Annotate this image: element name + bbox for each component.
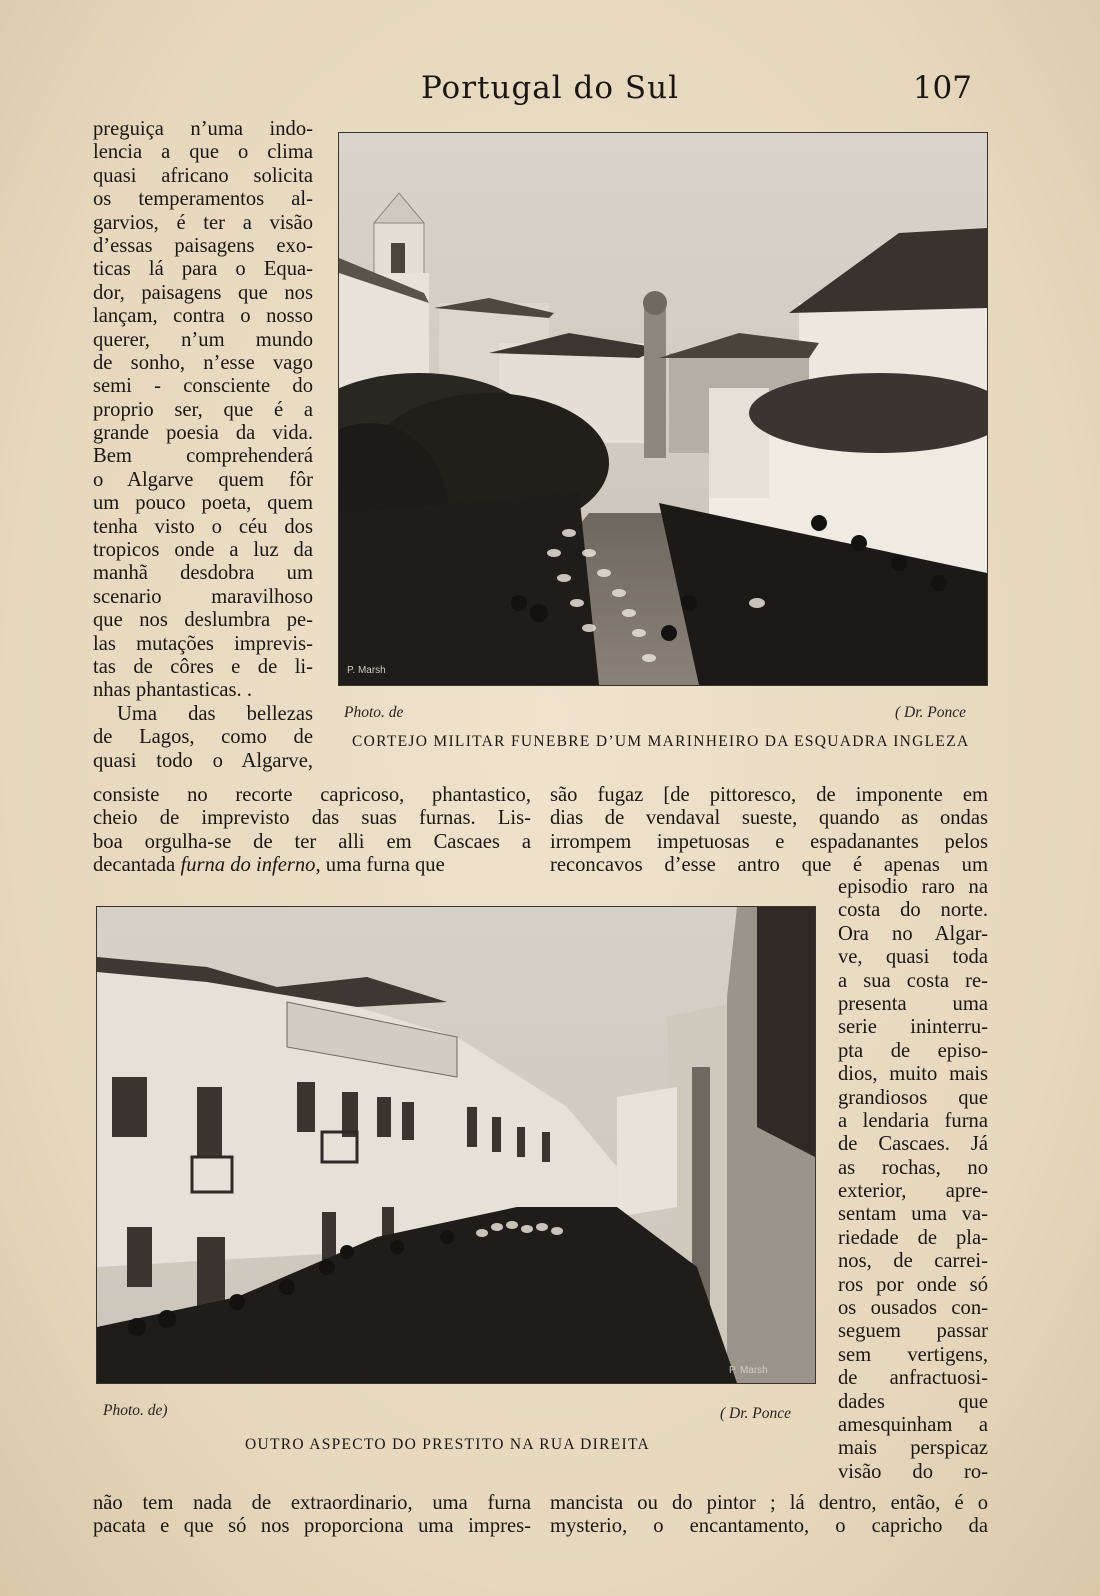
page-number: 107: [912, 70, 972, 106]
text-line: semi - consciente do: [93, 375, 313, 398]
text-line: scenario maravilhoso: [93, 585, 313, 608]
text-line: pta de episo-: [838, 1039, 988, 1062]
text-line: de anfractuosi-: [838, 1367, 988, 1390]
text-line: sem vertigens,: [838, 1343, 988, 1366]
text-line: lencia a que o clima: [93, 141, 313, 164]
text-line: tas de côres e de li-: [93, 655, 313, 678]
text-line: amesquinham a: [838, 1413, 988, 1436]
text-line: Uma das bellezas: [117, 702, 313, 725]
text-line: [93, 854, 531, 877]
figure-bottom-caption: OUTRO ASPECTO DO PRESTITO NA RUA DIREITA: [245, 1436, 650, 1453]
text-line: de sonho, n’esse vago: [93, 351, 313, 374]
text-line: dades que: [838, 1390, 988, 1413]
text-line: proprio ser, que é a: [93, 398, 313, 421]
text-line: reconcavos d’esse antro que é apenas um: [550, 854, 988, 877]
text-line: dios, muito mais: [838, 1063, 988, 1086]
figure-bottom-credit-left: Photo. de): [103, 1402, 168, 1419]
text-line: d’essas paisagens exo-: [93, 234, 313, 257]
text-column-middle-right: [550, 784, 988, 878]
text-line: nos, de carrei-: [838, 1250, 988, 1273]
photo-signature-top: P. Marsh: [347, 665, 386, 676]
text-line: grandiosos que: [838, 1086, 988, 1109]
text-line: manhã desdobra um: [93, 562, 313, 585]
text-fragment: decantada: [93, 854, 181, 877]
text-line: dor, paisagens que nos: [93, 281, 313, 304]
text-line: episodio raro na: [838, 876, 988, 898]
text-line: presenta uma: [838, 992, 988, 1015]
text-line: grande poesia da vida.: [93, 422, 313, 445]
text-line: mysterio, o encantamento, o capricho da: [550, 1515, 988, 1538]
text-line: preguiça n’uma indo-: [93, 118, 313, 140]
text-line: ticas lá para o Equa-: [93, 258, 313, 281]
text-line: mais perspicaz: [838, 1437, 988, 1460]
text-line: costa do norte.: [838, 899, 988, 922]
text-column-middle-left: [93, 784, 531, 878]
text-line: tropicos onde a luz da: [93, 539, 313, 562]
text-line: las mutações imprevis-: [93, 632, 313, 655]
text-line: de Lagos, como de: [93, 726, 313, 749]
text-line: seguem passar: [838, 1320, 988, 1343]
text-line: boa orgulha-se de ter alli em Cascaes a: [93, 830, 531, 853]
text-line: Ora no Algar-: [838, 922, 988, 945]
text-line: um pouco poeta, quem: [93, 492, 313, 515]
text-line: querer, n’um mundo: [93, 328, 313, 351]
text-line: lançam, contra o nosso: [93, 305, 313, 328]
text-line: consiste no recorte capricoso, phantastico,: [93, 784, 531, 806]
text-line: visão do ro-: [838, 1460, 988, 1483]
text-column-bottom-right: [550, 1492, 988, 1539]
text-line: o Algarve quem fôr: [93, 468, 313, 491]
text-line: não tem nada de extraordinario, uma furna: [93, 1492, 531, 1514]
text-line: quasi africano solicita: [93, 164, 313, 187]
running-header-title: Portugal do Sul: [420, 70, 680, 106]
text-line: riedade de pla-: [838, 1226, 988, 1249]
figure-top-credit-left: Photo. de: [344, 704, 404, 721]
text-line: mancista ou do pintor ; lá dentro, então, é o: [550, 1492, 988, 1514]
text-column-bottom-left: [93, 1492, 531, 1539]
text-line: sentam uma va-: [838, 1203, 988, 1226]
text-line: ve, quasi toda: [838, 946, 988, 969]
text-line: quasi todo o Algarve,: [93, 749, 313, 772]
text-column-narrow-right: [838, 876, 988, 1484]
text-line: as rochas, no: [838, 1156, 988, 1179]
figure-top-caption: CORTEJO MILITAR FUNEBRE D’UM MARINHEIRO DA ESQUADRA INGLEZA: [352, 733, 970, 750]
text-line: serie ininterru-: [838, 1016, 988, 1039]
text-line: que nos deslumbra pe-: [93, 609, 313, 632]
photo-rua-direita: [96, 906, 816, 1384]
text-line: garvios, é ter a visão: [93, 211, 313, 234]
text-line: tenha visto o céu dos: [93, 515, 313, 538]
text-column-top-left: [93, 118, 313, 773]
figure-top-credit-right: ( Dr. Ponce: [895, 704, 967, 721]
text-line: dias de vendaval sueste, quando as ondas: [550, 807, 988, 830]
photo-military-funeral: [338, 132, 988, 686]
text-line: Bem comprehenderá: [93, 445, 313, 468]
italic-phrase: furna do inferno: [180, 854, 316, 877]
text-line: os ousados con-: [838, 1297, 988, 1320]
text-line: pacata e que só nos proporciona uma impres-: [93, 1515, 531, 1538]
text-line: a sua costa re-: [838, 969, 988, 992]
text-line: ros por onde só: [838, 1273, 988, 1296]
text-line: os temperamentos al-: [93, 188, 313, 211]
photo-military-funeral-image: [339, 133, 987, 685]
text-line: são fugaz [de pittoresco, de imponente em: [550, 784, 988, 806]
text-line: nhas phantasticas. .: [93, 679, 252, 702]
figure-bottom-credit-right: ( Dr. Ponce: [720, 1405, 792, 1422]
photo-signature-bottom: P. Marsh: [729, 1365, 768, 1376]
text-line: exterior, apre-: [838, 1180, 988, 1203]
text-fragment: , uma furna que: [315, 854, 445, 877]
text-line: irrompem impetuosas e espadanantes pelos: [550, 830, 988, 853]
photo-rua-direita-image: [97, 907, 815, 1383]
text-line: de Cascaes. Já: [838, 1133, 988, 1156]
text-line: a lendaria furna: [838, 1109, 988, 1132]
text-line: cheio de imprevisto das suas furnas. Lis-: [93, 807, 531, 830]
